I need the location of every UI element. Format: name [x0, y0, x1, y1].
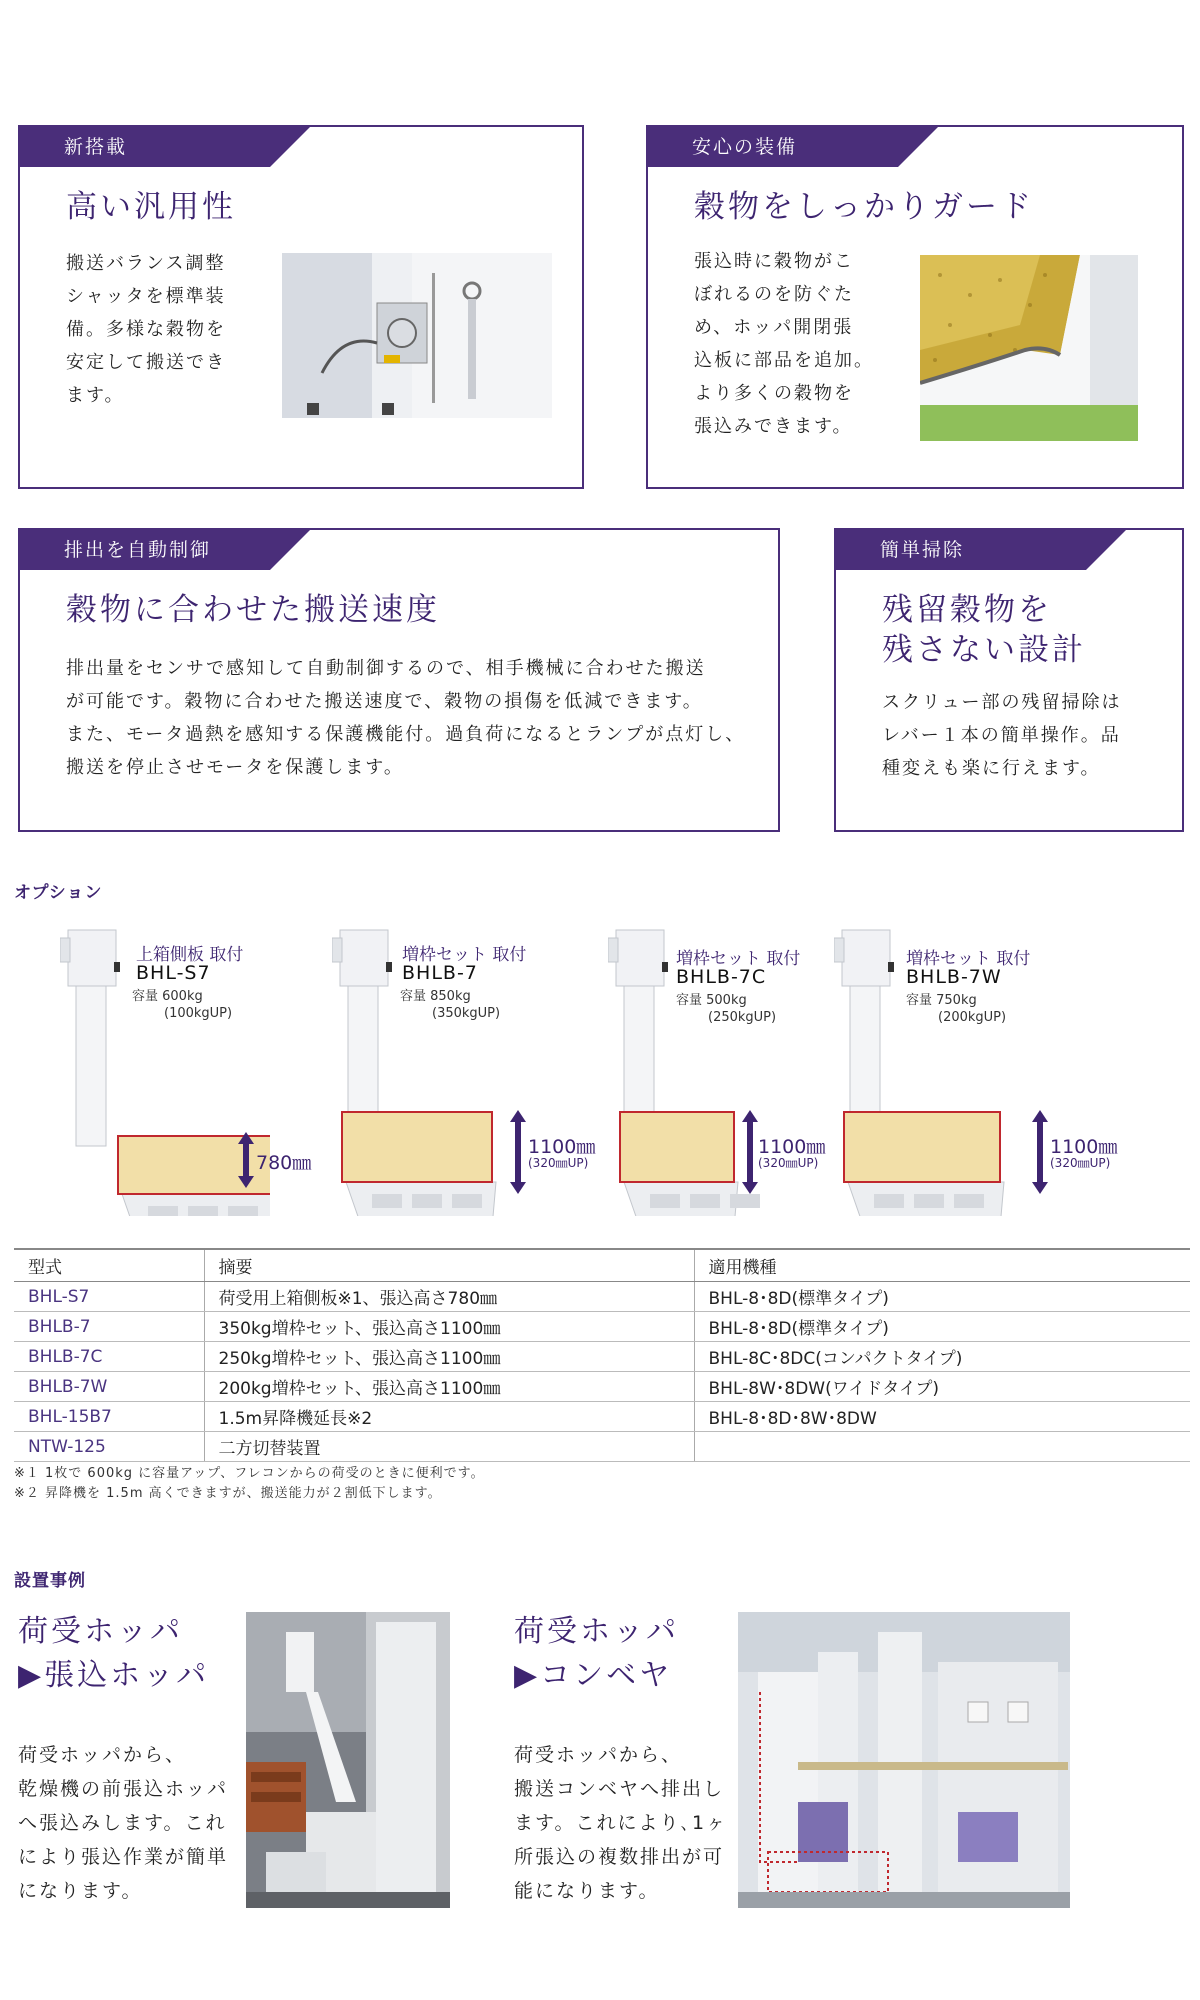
option-model: BHLB-7 [402, 962, 478, 984]
cell-summary: 1.5m昇降機延長※2 [204, 1402, 694, 1432]
option-capacity-up: (100kgUP) [164, 1006, 233, 1021]
case-description: 荷受ホッパから、 搬送コンベヤへ排出し ます。これにより､1ヶ 所張込の複数排出が可 能になります。 [514, 1744, 728, 1902]
table-row [14, 1282, 1190, 1312]
footnote-1: ※１ 1枚で 600kg に容量アップ、フレコンからの荷受のときに便利です。 [14, 1466, 485, 1481]
table-row [14, 1432, 1190, 1462]
feature-tag: 簡単掃除 [836, 530, 964, 570]
option-capacity-up: (350kgUP) [432, 1006, 501, 1021]
feature-description: スクリュー部の残留掃除は レバー１本の簡単操作。品 種変えも楽に行えます。 [882, 692, 1122, 779]
case-title: 荷受ホッパ ▶コンベヤ [514, 1614, 679, 1693]
cell-summary: 200kg増枠セット、張込高さ1100㎜ [204, 1372, 694, 1402]
feature-card-guard [646, 125, 1184, 489]
options-heading: オプション [14, 883, 103, 903]
cell-model: BHLB-7W [14, 1372, 204, 1402]
cell-summary: 250kg増枠セット、張込高さ1100㎜ [204, 1342, 694, 1372]
option-capacity-up: (250kgUP) [708, 1010, 777, 1025]
feature-card-versatility [18, 125, 584, 489]
option-capacity: 容量 500kg [676, 993, 747, 1008]
feature-tag: 新搭載 [20, 127, 127, 167]
option-dimension: 1100㎜ [1050, 1136, 1118, 1158]
height-arrow-icon [508, 1110, 528, 1194]
option-dimension-up: (320㎜UP) [1050, 1156, 1111, 1170]
option-label: 増枠セット 取付 [402, 945, 527, 965]
feature-description: 搬送バランス調整 シャッタを標準装 備。多様な穀物を 安定して搬送でき ます。 [66, 253, 226, 406]
cell-model: BHL-15B7 [14, 1402, 204, 1432]
header-summary: 摘要 [204, 1249, 694, 1282]
feature-title: 穀物に合わせた搬送速度 [66, 592, 440, 628]
table-row [14, 1342, 1190, 1372]
option-label: 上箱側板 取付 [136, 945, 244, 965]
case-title: 荷受ホッパ ▶張込ホッパ [18, 1614, 210, 1693]
cell-model: NTW-125 [14, 1432, 204, 1462]
feature-title: 高い汎用性 [66, 189, 236, 225]
feature-title: 穀物をしっかりガード [694, 189, 1034, 225]
spec-table-header [14, 1249, 1190, 1282]
cases-heading: 設置事例 [14, 1571, 86, 1591]
feature-title: 残留穀物を 残さない設計 [882, 592, 1086, 668]
table-row [14, 1372, 1190, 1402]
case-photo-hopper [246, 1612, 450, 1908]
option-dimension: 1100㎜ [528, 1136, 596, 1158]
cell-compatible: BHL-8･8D(標準タイプ) [694, 1312, 1190, 1342]
cell-summary: 荷受用上箱側板※1、張込高さ780㎜ [204, 1282, 694, 1312]
option-capacity: 容量 850kg [400, 989, 471, 1004]
feature-description: 排出量をセンサで感知して自動制御するので、相手機械に合わせた搬送 が可能です。穀物に合わせた搬送速度で、穀物の損傷を低減できます。 また、モータ過熱を感知する保護機能付。過負荷になるとランプが点灯し、 搬送を停止させモータを保護します。 [66, 658, 746, 778]
feature-card-auto-control [18, 528, 780, 832]
cell-model: BHLB-7C [14, 1342, 204, 1372]
cell-compatible: BHL-8C･8DC(コンパクトタイプ) [694, 1342, 1190, 1372]
option-model: BHLB-7W [906, 966, 1002, 988]
spec-table [14, 1248, 1190, 1462]
cell-model: BHLB-7 [14, 1312, 204, 1342]
footnote-2: ※２ 昇降機を 1.5m 高くできますが、搬送能力が２割低下します。 [14, 1486, 442, 1501]
feature-tag: 安心の装備 [648, 127, 797, 167]
option-model: BHL-S7 [136, 962, 211, 984]
option-capacity-up: (200kgUP) [938, 1010, 1007, 1025]
option-dimension: 780㎜ [256, 1152, 312, 1174]
height-arrow-icon [1030, 1110, 1050, 1194]
hopper-grain-photo [920, 255, 1138, 441]
option-dimension-up: (320㎜UP) [758, 1156, 819, 1170]
option-model: BHLB-7C [676, 966, 767, 988]
header-compatible: 適用機種 [694, 1249, 1190, 1282]
cell-model: BHL-S7 [14, 1282, 204, 1312]
table-row [14, 1312, 1190, 1342]
cell-compatible: BHL-8･8D(標準タイプ) [694, 1282, 1190, 1312]
table-row [14, 1402, 1190, 1432]
case-photo-conveyor [738, 1612, 1070, 1908]
feature-card-easy-clean [834, 528, 1184, 832]
option-capacity: 容量 600kg [132, 989, 203, 1004]
cell-compatible [694, 1432, 1190, 1462]
cell-compatible: BHL-8W･8DW(ワイドタイプ) [694, 1372, 1190, 1402]
height-arrow-icon [740, 1110, 760, 1194]
header-model: 型式 [14, 1249, 204, 1282]
option-dimension-up: (320㎜UP) [528, 1156, 589, 1170]
case-description: 荷受ホッパから、 乾燥機の前張込ホッパ へ張込みします。これ により張込作業が簡単 になります。 [18, 1744, 229, 1902]
option-label: 増枠セット 取付 [906, 949, 1031, 969]
feature-description: 張込時に穀物がこ ぼれるのを防ぐた め、ホッパ開閉張 込板に部品を追加。 より多くの穀物を 張込みできます。 [694, 251, 874, 437]
cell-summary: 二方切替装置 [204, 1432, 694, 1462]
shutter-photo [282, 253, 552, 418]
option-dimension: 1100㎜ [758, 1136, 826, 1158]
cell-compatible: BHL-8･8D･8W･8DW [694, 1402, 1190, 1432]
option-capacity: 容量 750kg [906, 993, 977, 1008]
option-label: 増枠セット 取付 [676, 949, 801, 969]
cell-summary: 350kg増枠セット、張込高さ1100㎜ [204, 1312, 694, 1342]
feature-tag: 排出を自動制御 [20, 530, 211, 570]
height-arrow-icon [236, 1132, 256, 1188]
